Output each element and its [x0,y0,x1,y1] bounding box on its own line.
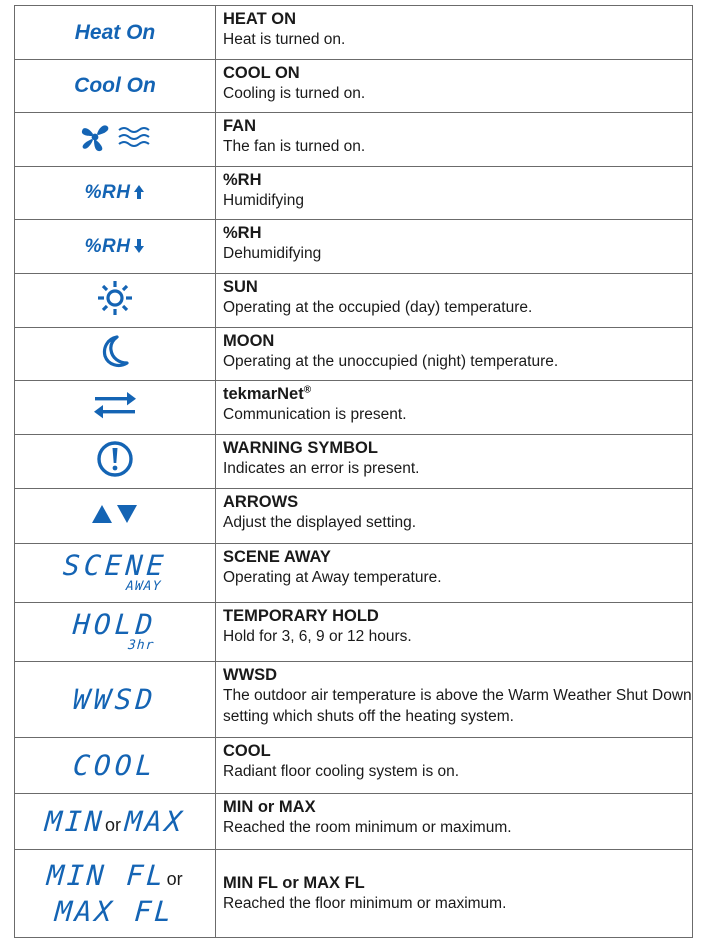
row-title: ARROWS [223,493,299,511]
row-title: %RH [223,171,262,189]
hours-segment-text: 3hr [127,637,156,653]
row-description: The outdoor air temperature is above the Warm Weather Shut Down setting which shuts off the heating system. [223,687,692,725]
row-title: WARNING SYMBOL [223,439,378,457]
row-description: Operating at the occupied (day) temperature. [223,299,533,316]
legend-row-wwsd [15,662,693,738]
symbol-cell [15,381,216,435]
description-cell [216,794,693,850]
cool-on-symbol: Cool On [74,74,156,97]
symbol-cell [15,544,216,603]
arrow-up-icon [133,184,145,200]
row-title: MOON [223,332,275,350]
registered-mark: ® [303,384,312,396]
row-description: Hold for 3, 6, 9 or 12 hours. [223,628,412,645]
legend-row-min-fl-max-fl [15,850,693,938]
legend-row-moon [15,328,693,381]
row-description: Dehumidifying [223,245,322,262]
max-segment-text: MAX [123,804,186,838]
symbol-cell [15,738,216,794]
symbol-cell [15,489,216,544]
row-title: COOL ON [223,64,300,82]
fan-icon [79,141,151,158]
symbol-cell [15,850,216,938]
symbol-cell [15,435,216,489]
legend-row-sun [15,274,693,328]
legend-row-fan [15,113,693,167]
scene-away-display [61,548,169,594]
description-cell [216,274,693,328]
legend-row-warning [15,435,693,489]
description-cell [216,220,693,274]
warning-icon [96,465,134,482]
legend-row-rh-dehumidifying [15,220,693,274]
row-description: Reached the room minimum or maximum. [223,819,512,836]
row-title: SUN [223,278,258,296]
moon-icon [99,357,131,374]
rh-symbol [85,182,146,203]
description-cell [216,603,693,662]
row-description: Cooling is turned on. [223,85,366,102]
row-description: Humidifying [223,192,304,209]
row-description: Radiant floor cooling system is on. [223,763,460,780]
description-cell [216,738,693,794]
row-description: Communication is present. [223,406,407,423]
tekmarnet-title: tekmarNet [223,385,304,403]
symbol-cell [15,274,216,328]
network-arrows-icon [93,406,137,423]
min-segment-text: MIN [44,804,107,838]
cool-segment-text: COOL [72,748,158,782]
legend-row-tekmarnet [15,381,693,435]
row-title: WWSD [223,666,278,684]
legend-row-scene-away [15,544,693,603]
description-cell [216,6,693,60]
description-cell [216,489,693,544]
scene-segment-text: SCENE [61,548,169,582]
legend-row-cool-on [15,60,693,113]
symbol-legend-table [14,5,693,938]
hold-display [72,607,158,653]
row-description: Reached the floor minimum or maximum. [223,895,507,912]
symbol-cell [15,6,216,60]
heat-on-symbol: Heat On [74,20,156,44]
rh-symbol [85,236,146,257]
row-description: Heat is turned on. [223,31,346,48]
description-cell [216,60,693,113]
row-title: MIN FL or MAX FL [223,874,365,892]
row-description: Adjust the displayed setting. [223,514,417,531]
description-cell [216,544,693,603]
symbol-cell [15,328,216,381]
symbol-cell [15,220,216,274]
min-fl-segment-text: MIN FL [46,858,168,892]
max-fl-segment-text: MAX FL [54,894,176,928]
symbol-cell [15,60,216,113]
row-title: MIN or MAX [223,798,316,816]
symbol-cell [15,113,216,167]
legend-row-temporary-hold [15,603,693,662]
wwsd-segment-text: WWSD [72,682,158,716]
row-title: FAN [223,117,256,135]
symbol-cell [15,794,216,850]
legend-row-rh-humidifying [15,167,693,220]
row-title: SCENE AWAY [223,548,331,566]
arrow-down-icon [133,238,145,254]
away-segment-text: AWAY [125,578,162,594]
description-cell [216,381,693,435]
hold-segment-text: HOLD [72,607,158,641]
rh-text: %RH [84,182,131,203]
row-title: COOL [223,742,271,760]
description-cell [216,113,693,167]
up-down-arrows-icon [90,514,140,531]
row-description: Operating at the unoccupied (night) temperature. [223,353,559,370]
description-cell [216,328,693,381]
or-text: or [166,868,183,889]
row-title: %RH [223,224,262,242]
min-fl-max-fl-display [46,858,183,928]
description-cell [216,850,693,938]
rh-text: %RH [84,235,131,257]
row-description: Indicates an error is present. [223,460,420,477]
legend-row-arrows [15,489,693,544]
legend-row-heat-on [15,6,693,60]
description-cell [216,167,693,220]
description-cell [216,435,693,489]
legend-row-min-max [15,794,693,850]
sun-icon [97,303,133,320]
row-title: HEAT ON [223,10,297,28]
row-description: The fan is turned on. [223,138,366,155]
legend-row-cool [15,738,693,794]
row-description: Operating at Away temperature. [223,569,442,586]
symbol-cell [15,662,216,738]
symbol-cell [15,603,216,662]
symbol-cell [15,167,216,220]
description-cell [216,662,693,738]
row-title: TEMPORARY HOLD [223,607,379,625]
or-text: or [104,814,121,835]
row-title [223,384,692,404]
